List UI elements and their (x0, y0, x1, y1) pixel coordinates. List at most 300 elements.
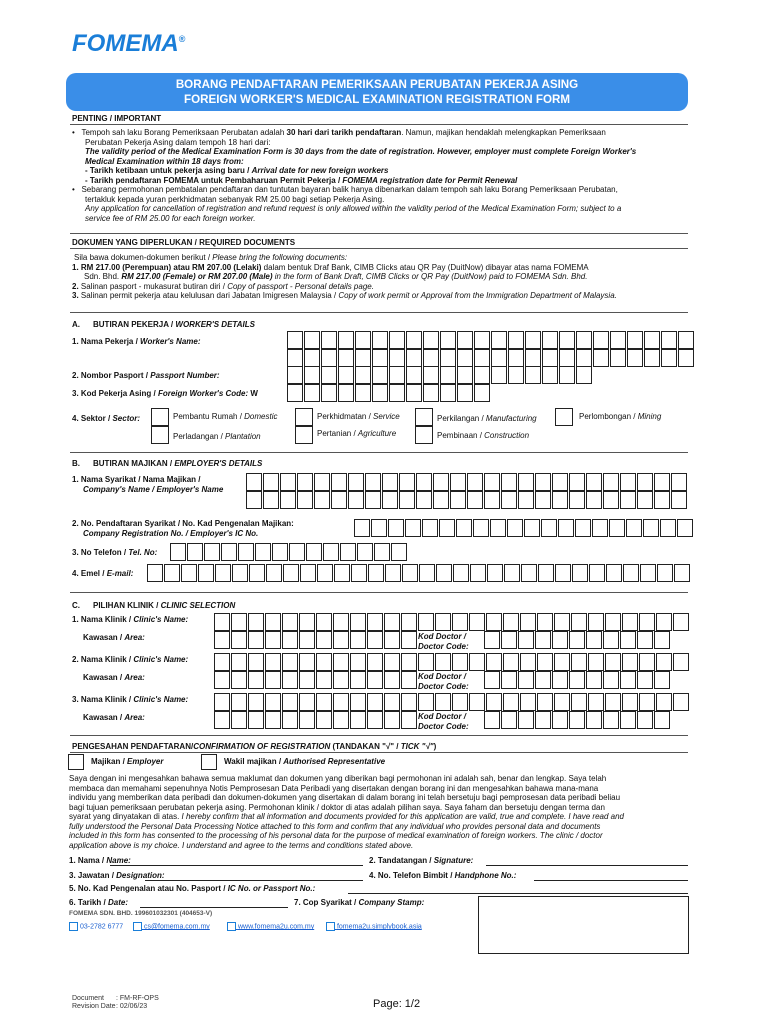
input-cell[interactable] (423, 384, 439, 402)
input-cell[interactable] (469, 613, 485, 631)
input-cell[interactable] (576, 366, 592, 384)
input-cell[interactable] (473, 519, 489, 537)
company-reg-cells[interactable] (354, 519, 694, 537)
input-cell[interactable] (338, 366, 354, 384)
input-cell[interactable] (620, 671, 636, 689)
input-cell[interactable] (299, 631, 315, 649)
input-cell[interactable] (282, 711, 298, 729)
input-cell[interactable] (321, 349, 337, 367)
input-cell[interactable] (333, 653, 349, 671)
input-cell[interactable] (350, 631, 366, 649)
sector-checkbox-construction[interactable] (415, 426, 433, 444)
input-cell[interactable] (354, 519, 370, 537)
clinic-1-area-cells[interactable] (214, 631, 418, 649)
input-cell[interactable] (282, 693, 298, 711)
input-cell[interactable] (542, 349, 558, 367)
input-cell[interactable] (620, 631, 636, 649)
input-cell[interactable] (508, 349, 524, 367)
input-cell[interactable] (348, 473, 364, 491)
input-cell[interactable] (525, 331, 541, 349)
input-cell[interactable] (299, 613, 315, 631)
input-cell[interactable] (504, 564, 520, 582)
input-cell[interactable] (440, 349, 456, 367)
input-cell[interactable] (677, 519, 693, 537)
input-cell[interactable] (231, 711, 247, 729)
input-cell[interactable] (518, 711, 534, 729)
input-cell[interactable] (474, 349, 490, 367)
input-cell[interactable] (661, 331, 677, 349)
input-cell[interactable] (357, 543, 373, 561)
input-cell[interactable] (248, 671, 264, 689)
input-cell[interactable] (333, 613, 349, 631)
input-cell[interactable] (371, 519, 387, 537)
input-cell[interactable] (367, 653, 383, 671)
worker-code-cells[interactable] (287, 384, 491, 402)
input-cell[interactable] (569, 671, 585, 689)
input-cell[interactable] (265, 671, 281, 689)
input-cell[interactable] (467, 473, 483, 491)
input-cell[interactable] (487, 564, 503, 582)
input-cell[interactable] (559, 366, 575, 384)
input-cell[interactable] (401, 613, 417, 631)
input-cell[interactable] (484, 491, 500, 509)
input-cell[interactable] (317, 564, 333, 582)
input-cell[interactable] (605, 653, 621, 671)
clinic-2-name-cells[interactable] (214, 653, 690, 671)
input-cell[interactable] (215, 564, 231, 582)
input-cell[interactable] (389, 384, 405, 402)
input-cell[interactable] (456, 519, 472, 537)
input-cell[interactable] (588, 613, 604, 631)
input-cell[interactable] (388, 519, 404, 537)
input-cell[interactable] (453, 564, 469, 582)
input-cell[interactable] (384, 613, 400, 631)
input-cell[interactable] (491, 349, 507, 367)
input-cell[interactable] (484, 473, 500, 491)
input-cell[interactable] (439, 519, 455, 537)
input-cell[interactable] (518, 473, 534, 491)
input-cell[interactable] (399, 491, 415, 509)
input-cell[interactable] (402, 564, 418, 582)
input-cell[interactable] (637, 491, 653, 509)
input-cell[interactable] (486, 693, 502, 711)
input-cell[interactable] (542, 366, 558, 384)
input-cell[interactable] (401, 711, 417, 729)
input-cell[interactable] (603, 491, 619, 509)
input-cell[interactable] (283, 564, 299, 582)
input-cell[interactable] (678, 349, 694, 367)
sector-checkbox-mining[interactable] (555, 408, 573, 426)
input-cell[interactable] (673, 693, 689, 711)
input-cell[interactable] (674, 564, 690, 582)
input-cell[interactable] (299, 711, 315, 729)
input-cell[interactable] (671, 491, 687, 509)
input-cell[interactable] (474, 366, 490, 384)
input-cell[interactable] (484, 711, 500, 729)
input-cell[interactable] (623, 564, 639, 582)
input-cell[interactable] (367, 631, 383, 649)
input-cell[interactable] (231, 653, 247, 671)
input-cell[interactable] (673, 653, 689, 671)
clinic-1-name-cells[interactable] (214, 613, 690, 631)
input-cell[interactable] (435, 693, 451, 711)
sector-checkbox-agriculture[interactable] (295, 426, 313, 444)
input-cell[interactable] (372, 366, 388, 384)
input-cell[interactable] (272, 543, 288, 561)
input-cell[interactable] (265, 711, 281, 729)
input-cell[interactable] (355, 384, 371, 402)
input-cell[interactable] (610, 331, 626, 349)
date-field[interactable] (140, 906, 288, 908)
input-cell[interactable] (559, 349, 575, 367)
input-cell[interactable] (401, 671, 417, 689)
input-cell[interactable] (299, 671, 315, 689)
input-cell[interactable] (355, 366, 371, 384)
input-cell[interactable] (654, 631, 670, 649)
input-cell[interactable] (586, 631, 602, 649)
input-cell[interactable] (214, 711, 230, 729)
input-cell[interactable] (603, 671, 619, 689)
input-cell[interactable] (248, 613, 264, 631)
input-cell[interactable] (571, 693, 587, 711)
input-cell[interactable] (609, 519, 625, 537)
input-cell[interactable] (314, 473, 330, 491)
input-cell[interactable] (588, 693, 604, 711)
input-cell[interactable] (508, 366, 524, 384)
input-cell[interactable] (204, 543, 220, 561)
input-cell[interactable] (331, 491, 347, 509)
input-cell[interactable] (552, 473, 568, 491)
input-cell[interactable] (406, 349, 422, 367)
input-cell[interactable] (503, 613, 519, 631)
input-cell[interactable] (187, 543, 203, 561)
input-cell[interactable] (620, 491, 636, 509)
input-cell[interactable] (384, 653, 400, 671)
input-cell[interactable] (350, 671, 366, 689)
input-cell[interactable] (333, 693, 349, 711)
input-cell[interactable] (535, 631, 551, 649)
input-cell[interactable] (541, 519, 557, 537)
input-cell[interactable] (484, 631, 500, 649)
input-cell[interactable] (467, 491, 483, 509)
input-cell[interactable] (238, 543, 254, 561)
input-cell[interactable] (282, 671, 298, 689)
input-cell[interactable] (433, 473, 449, 491)
clinic-3-name-cells[interactable] (214, 693, 690, 711)
input-cell[interactable] (525, 349, 541, 367)
input-cell[interactable] (610, 349, 626, 367)
input-cell[interactable] (486, 653, 502, 671)
input-cell[interactable] (520, 613, 536, 631)
input-cell[interactable] (508, 331, 524, 349)
clinic-3-area-cells[interactable] (214, 711, 418, 729)
input-cell[interactable] (249, 564, 265, 582)
footer-website[interactable]: www.fomema2u.com.my (227, 922, 314, 931)
input-cell[interactable] (419, 564, 435, 582)
input-cell[interactable] (469, 693, 485, 711)
input-cell[interactable] (639, 653, 655, 671)
input-cell[interactable] (537, 693, 553, 711)
input-cell[interactable] (558, 519, 574, 537)
input-cell[interactable] (406, 384, 422, 402)
sector-checkbox-domestic[interactable] (151, 408, 169, 426)
company-name-cells-1[interactable] (246, 473, 688, 491)
input-cell[interactable] (490, 519, 506, 537)
input-cell[interactable] (576, 331, 592, 349)
tel-cells[interactable] (170, 543, 408, 561)
passport-cells[interactable] (287, 366, 593, 384)
input-cell[interactable] (266, 564, 282, 582)
input-cell[interactable] (637, 671, 653, 689)
input-cell[interactable] (287, 349, 303, 367)
input-cell[interactable] (520, 693, 536, 711)
designation-field[interactable] (145, 879, 363, 881)
input-cell[interactable] (265, 631, 281, 649)
input-cell[interactable] (300, 564, 316, 582)
input-cell[interactable] (289, 543, 305, 561)
input-cell[interactable] (348, 491, 364, 509)
input-cell[interactable] (405, 519, 421, 537)
input-cell[interactable] (606, 564, 622, 582)
input-cell[interactable] (586, 473, 602, 491)
input-cell[interactable] (214, 631, 230, 649)
input-cell[interactable] (457, 331, 473, 349)
input-cell[interactable] (418, 653, 434, 671)
input-cell[interactable] (418, 693, 434, 711)
input-cell[interactable] (535, 671, 551, 689)
input-cell[interactable] (350, 693, 366, 711)
input-cell[interactable] (389, 366, 405, 384)
input-cell[interactable] (588, 653, 604, 671)
input-cell[interactable] (457, 384, 473, 402)
input-cell[interactable] (552, 491, 568, 509)
input-cell[interactable] (575, 519, 591, 537)
input-cell[interactable] (333, 631, 349, 649)
input-cell[interactable] (282, 653, 298, 671)
input-cell[interactable] (423, 366, 439, 384)
ic-passport-field[interactable] (348, 892, 688, 894)
input-cell[interactable] (622, 613, 638, 631)
input-cell[interactable] (367, 693, 383, 711)
input-cell[interactable] (321, 366, 337, 384)
input-cell[interactable] (661, 349, 677, 367)
input-cell[interactable] (571, 653, 587, 671)
input-cell[interactable] (248, 711, 264, 729)
input-cell[interactable] (452, 613, 468, 631)
input-cell[interactable] (603, 631, 619, 649)
signer-name-field[interactable] (110, 864, 363, 866)
input-cell[interactable] (147, 564, 163, 582)
input-cell[interactable] (569, 711, 585, 729)
input-cell[interactable] (637, 711, 653, 729)
input-cell[interactable] (372, 384, 388, 402)
input-cell[interactable] (350, 711, 366, 729)
input-cell[interactable] (384, 711, 400, 729)
input-cell[interactable] (316, 613, 332, 631)
input-cell[interactable] (586, 491, 602, 509)
input-cell[interactable] (491, 366, 507, 384)
input-cell[interactable] (282, 613, 298, 631)
input-cell[interactable] (440, 366, 456, 384)
input-cell[interactable] (593, 331, 609, 349)
worker-name-cells-1[interactable] (287, 331, 695, 349)
input-cell[interactable] (627, 349, 643, 367)
input-cell[interactable] (654, 491, 670, 509)
input-cell[interactable] (501, 473, 517, 491)
input-cell[interactable] (552, 711, 568, 729)
input-cell[interactable] (457, 349, 473, 367)
input-cell[interactable] (306, 543, 322, 561)
input-cell[interactable] (535, 711, 551, 729)
input-cell[interactable] (350, 613, 366, 631)
input-cell[interactable] (333, 671, 349, 689)
input-cell[interactable] (639, 693, 655, 711)
input-cell[interactable] (452, 653, 468, 671)
input-cell[interactable] (214, 653, 230, 671)
input-cell[interactable] (282, 631, 298, 649)
input-cell[interactable] (355, 331, 371, 349)
input-cell[interactable] (401, 653, 417, 671)
input-cell[interactable] (678, 331, 694, 349)
input-cell[interactable] (406, 366, 422, 384)
input-cell[interactable] (654, 473, 670, 491)
input-cell[interactable] (639, 613, 655, 631)
input-cell[interactable] (518, 491, 534, 509)
input-cell[interactable] (569, 491, 585, 509)
input-cell[interactable] (440, 384, 456, 402)
input-cell[interactable] (321, 331, 337, 349)
input-cell[interactable] (321, 384, 337, 402)
input-cell[interactable] (231, 693, 247, 711)
input-cell[interactable] (255, 543, 271, 561)
input-cell[interactable] (538, 564, 554, 582)
input-cell[interactable] (401, 631, 417, 649)
handphone-field[interactable] (534, 879, 688, 881)
input-cell[interactable] (280, 473, 296, 491)
input-cell[interactable] (671, 473, 687, 491)
input-cell[interactable] (520, 653, 536, 671)
input-cell[interactable] (627, 331, 643, 349)
input-cell[interactable] (620, 473, 636, 491)
employer-checkbox[interactable] (68, 754, 84, 770)
sector-checkbox-plantation[interactable] (151, 426, 169, 444)
input-cell[interactable] (280, 491, 296, 509)
input-cell[interactable] (338, 349, 354, 367)
input-cell[interactable] (518, 631, 534, 649)
input-cell[interactable] (401, 693, 417, 711)
input-cell[interactable] (314, 491, 330, 509)
worker-name-cells-2[interactable] (287, 349, 695, 367)
input-cell[interactable] (299, 653, 315, 671)
input-cell[interactable] (372, 349, 388, 367)
input-cell[interactable] (644, 331, 660, 349)
input-cell[interactable] (518, 671, 534, 689)
input-cell[interactable] (554, 653, 570, 671)
input-cell[interactable] (164, 564, 180, 582)
input-cell[interactable] (265, 693, 281, 711)
sector-checkbox-service[interactable] (295, 408, 313, 426)
input-cell[interactable] (367, 613, 383, 631)
input-cell[interactable] (654, 671, 670, 689)
input-cell[interactable] (643, 519, 659, 537)
input-cell[interactable] (626, 519, 642, 537)
input-cell[interactable] (660, 519, 676, 537)
input-cell[interactable] (374, 543, 390, 561)
input-cell[interactable] (503, 653, 519, 671)
input-cell[interactable] (338, 384, 354, 402)
input-cell[interactable] (316, 671, 332, 689)
input-cell[interactable] (316, 693, 332, 711)
input-cell[interactable] (304, 331, 320, 349)
input-cell[interactable] (263, 473, 279, 491)
input-cell[interactable] (622, 693, 638, 711)
input-cell[interactable] (170, 543, 186, 561)
input-cell[interactable] (586, 711, 602, 729)
signature-field[interactable] (486, 864, 688, 866)
input-cell[interactable] (521, 564, 537, 582)
input-cell[interactable] (382, 473, 398, 491)
input-cell[interactable] (501, 491, 517, 509)
input-cell[interactable] (214, 613, 230, 631)
input-cell[interactable] (673, 613, 689, 631)
input-cell[interactable] (605, 613, 621, 631)
input-cell[interactable] (554, 613, 570, 631)
input-cell[interactable] (554, 693, 570, 711)
input-cell[interactable] (435, 653, 451, 671)
input-cell[interactable] (334, 564, 350, 582)
input-cell[interactable] (436, 564, 452, 582)
input-cell[interactable] (440, 331, 456, 349)
input-cell[interactable] (297, 491, 313, 509)
input-cell[interactable] (656, 653, 672, 671)
input-cell[interactable] (501, 631, 517, 649)
input-cell[interactable] (452, 693, 468, 711)
input-cell[interactable] (265, 613, 281, 631)
input-cell[interactable] (231, 613, 247, 631)
input-cell[interactable] (535, 473, 551, 491)
clinic-1-doctor-code-cells[interactable] (484, 631, 671, 649)
input-cell[interactable] (422, 519, 438, 537)
input-cell[interactable] (372, 331, 388, 349)
input-cell[interactable] (265, 653, 281, 671)
representative-checkbox[interactable] (201, 754, 217, 770)
input-cell[interactable] (450, 473, 466, 491)
input-cell[interactable] (333, 711, 349, 729)
input-cell[interactable] (248, 653, 264, 671)
input-cell[interactable] (316, 653, 332, 671)
input-cell[interactable] (474, 331, 490, 349)
input-cell[interactable] (486, 613, 502, 631)
input-cell[interactable] (525, 366, 541, 384)
input-cell[interactable] (491, 331, 507, 349)
input-cell[interactable] (571, 613, 587, 631)
input-cell[interactable] (484, 671, 500, 689)
input-cell[interactable] (331, 473, 347, 491)
input-cell[interactable] (246, 491, 262, 509)
footer-booking[interactable]: fomema2u.simplybook.asia (326, 922, 422, 931)
input-cell[interactable] (416, 491, 432, 509)
input-cell[interactable] (214, 671, 230, 689)
input-cell[interactable] (640, 564, 656, 582)
input-cell[interactable] (450, 491, 466, 509)
input-cell[interactable] (340, 543, 356, 561)
input-cell[interactable] (389, 331, 405, 349)
input-cell[interactable] (365, 491, 381, 509)
input-cell[interactable] (231, 671, 247, 689)
input-cell[interactable] (368, 564, 384, 582)
input-cell[interactable] (389, 349, 405, 367)
input-cell[interactable] (501, 711, 517, 729)
